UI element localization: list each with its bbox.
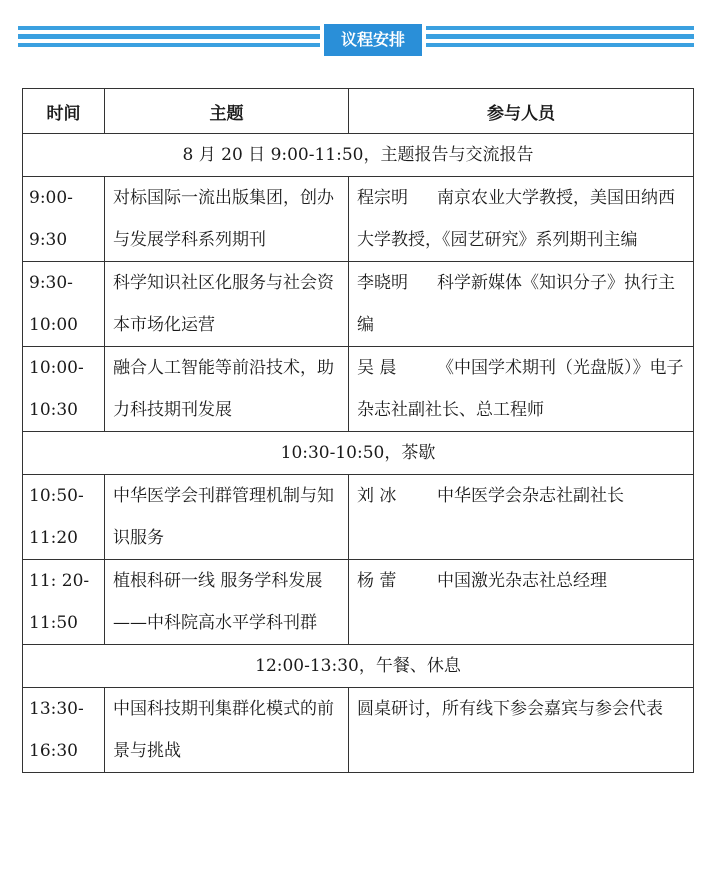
session-header-row: [23, 645, 694, 688]
session-header-row: [23, 134, 694, 177]
speaker-name: 刘 冰: [357, 486, 397, 506]
lunch-header: 12:00-13:30，午餐、休息: [23, 645, 694, 688]
speaker-role: 科学新媒体《知识分子》执行主编: [357, 273, 675, 335]
time-end: 16:30: [29, 741, 78, 761]
people-cell: [349, 688, 694, 773]
people-cell: [349, 347, 694, 432]
speaker-name: 李晓明: [357, 273, 408, 293]
topic-cell: 科学知识社区化服务与社会资本市场化运营: [105, 262, 349, 347]
time-start: 11: 20-: [29, 571, 90, 591]
session-header: 8 月 20 日 9:00-11:50，主题报告与交流报告: [23, 134, 694, 177]
break-header: 10:30-10:50，茶歇: [23, 432, 694, 475]
time-cell: [23, 560, 105, 645]
speaker-role: 中华医学会杂志社副社长: [437, 486, 624, 506]
topic-cell: 对标国际一流出版集团，创办与发展学科系列期刊: [105, 177, 349, 262]
topic-cell: 中华医学会刊群管理机制与知识服务: [105, 475, 349, 560]
time-end: 10:30: [29, 400, 78, 420]
column-header-people: 参与人员: [349, 89, 694, 134]
column-header-time: 时间: [23, 89, 105, 134]
time-cell: [23, 347, 105, 432]
agenda-row: [23, 347, 694, 432]
agenda-table: [22, 88, 694, 773]
time-cell: [23, 177, 105, 262]
people-cell: [349, 475, 694, 560]
table-header-row: [23, 89, 694, 134]
speaker-role: 圆桌研讨，所有线下参会嘉宾与参会代表: [357, 699, 663, 719]
time-end: 11:50: [29, 613, 78, 633]
time-start: 9:30-: [29, 273, 73, 293]
time-start: 10:00-: [29, 358, 84, 378]
speaker-role: 中国激光杂志社总经理: [437, 571, 607, 591]
agenda-row: [23, 688, 694, 773]
speaker-name: 程宗明: [357, 188, 408, 208]
time-start: 13:30-: [29, 699, 84, 719]
topic-cell: 中国科技期刊集群化模式的前景与挑战: [105, 688, 349, 773]
time-start: 10:50-: [29, 486, 84, 506]
column-header-topic: 主题: [105, 89, 349, 134]
topic-cell: 植根科研一线 服务学科发展——中科院高水平学科刊群: [105, 560, 349, 645]
speaker-name: 吴 晨: [357, 358, 397, 378]
section-title: 议程安排: [320, 24, 426, 56]
session-header-row: [23, 432, 694, 475]
time-end: 11:20: [29, 528, 78, 548]
time-end: 10:00: [29, 315, 78, 335]
speaker-name: 杨 蕾: [357, 571, 397, 591]
time-end: 9:30: [29, 230, 68, 250]
agenda-row: [23, 177, 694, 262]
agenda-row: [23, 560, 694, 645]
agenda-row: [23, 262, 694, 347]
time-cell: [23, 475, 105, 560]
people-cell: [349, 177, 694, 262]
time-cell: [23, 688, 105, 773]
people-cell: [349, 262, 694, 347]
speaker-role: 《中国学术期刊（光盘版）》电子杂志社副社长、总工程师: [357, 358, 684, 420]
time-cell: [23, 262, 105, 347]
time-start: 9:00-: [29, 188, 73, 208]
agenda-row: [23, 475, 694, 560]
section-banner: [18, 24, 694, 56]
speaker-role: 南京农业大学教授，美国田纳西大学教授，《园艺研究》系列期刊主编: [357, 188, 675, 250]
topic-cell: 融合人工智能等前沿技术，助力科技期刊发展: [105, 347, 349, 432]
people-cell: [349, 560, 694, 645]
